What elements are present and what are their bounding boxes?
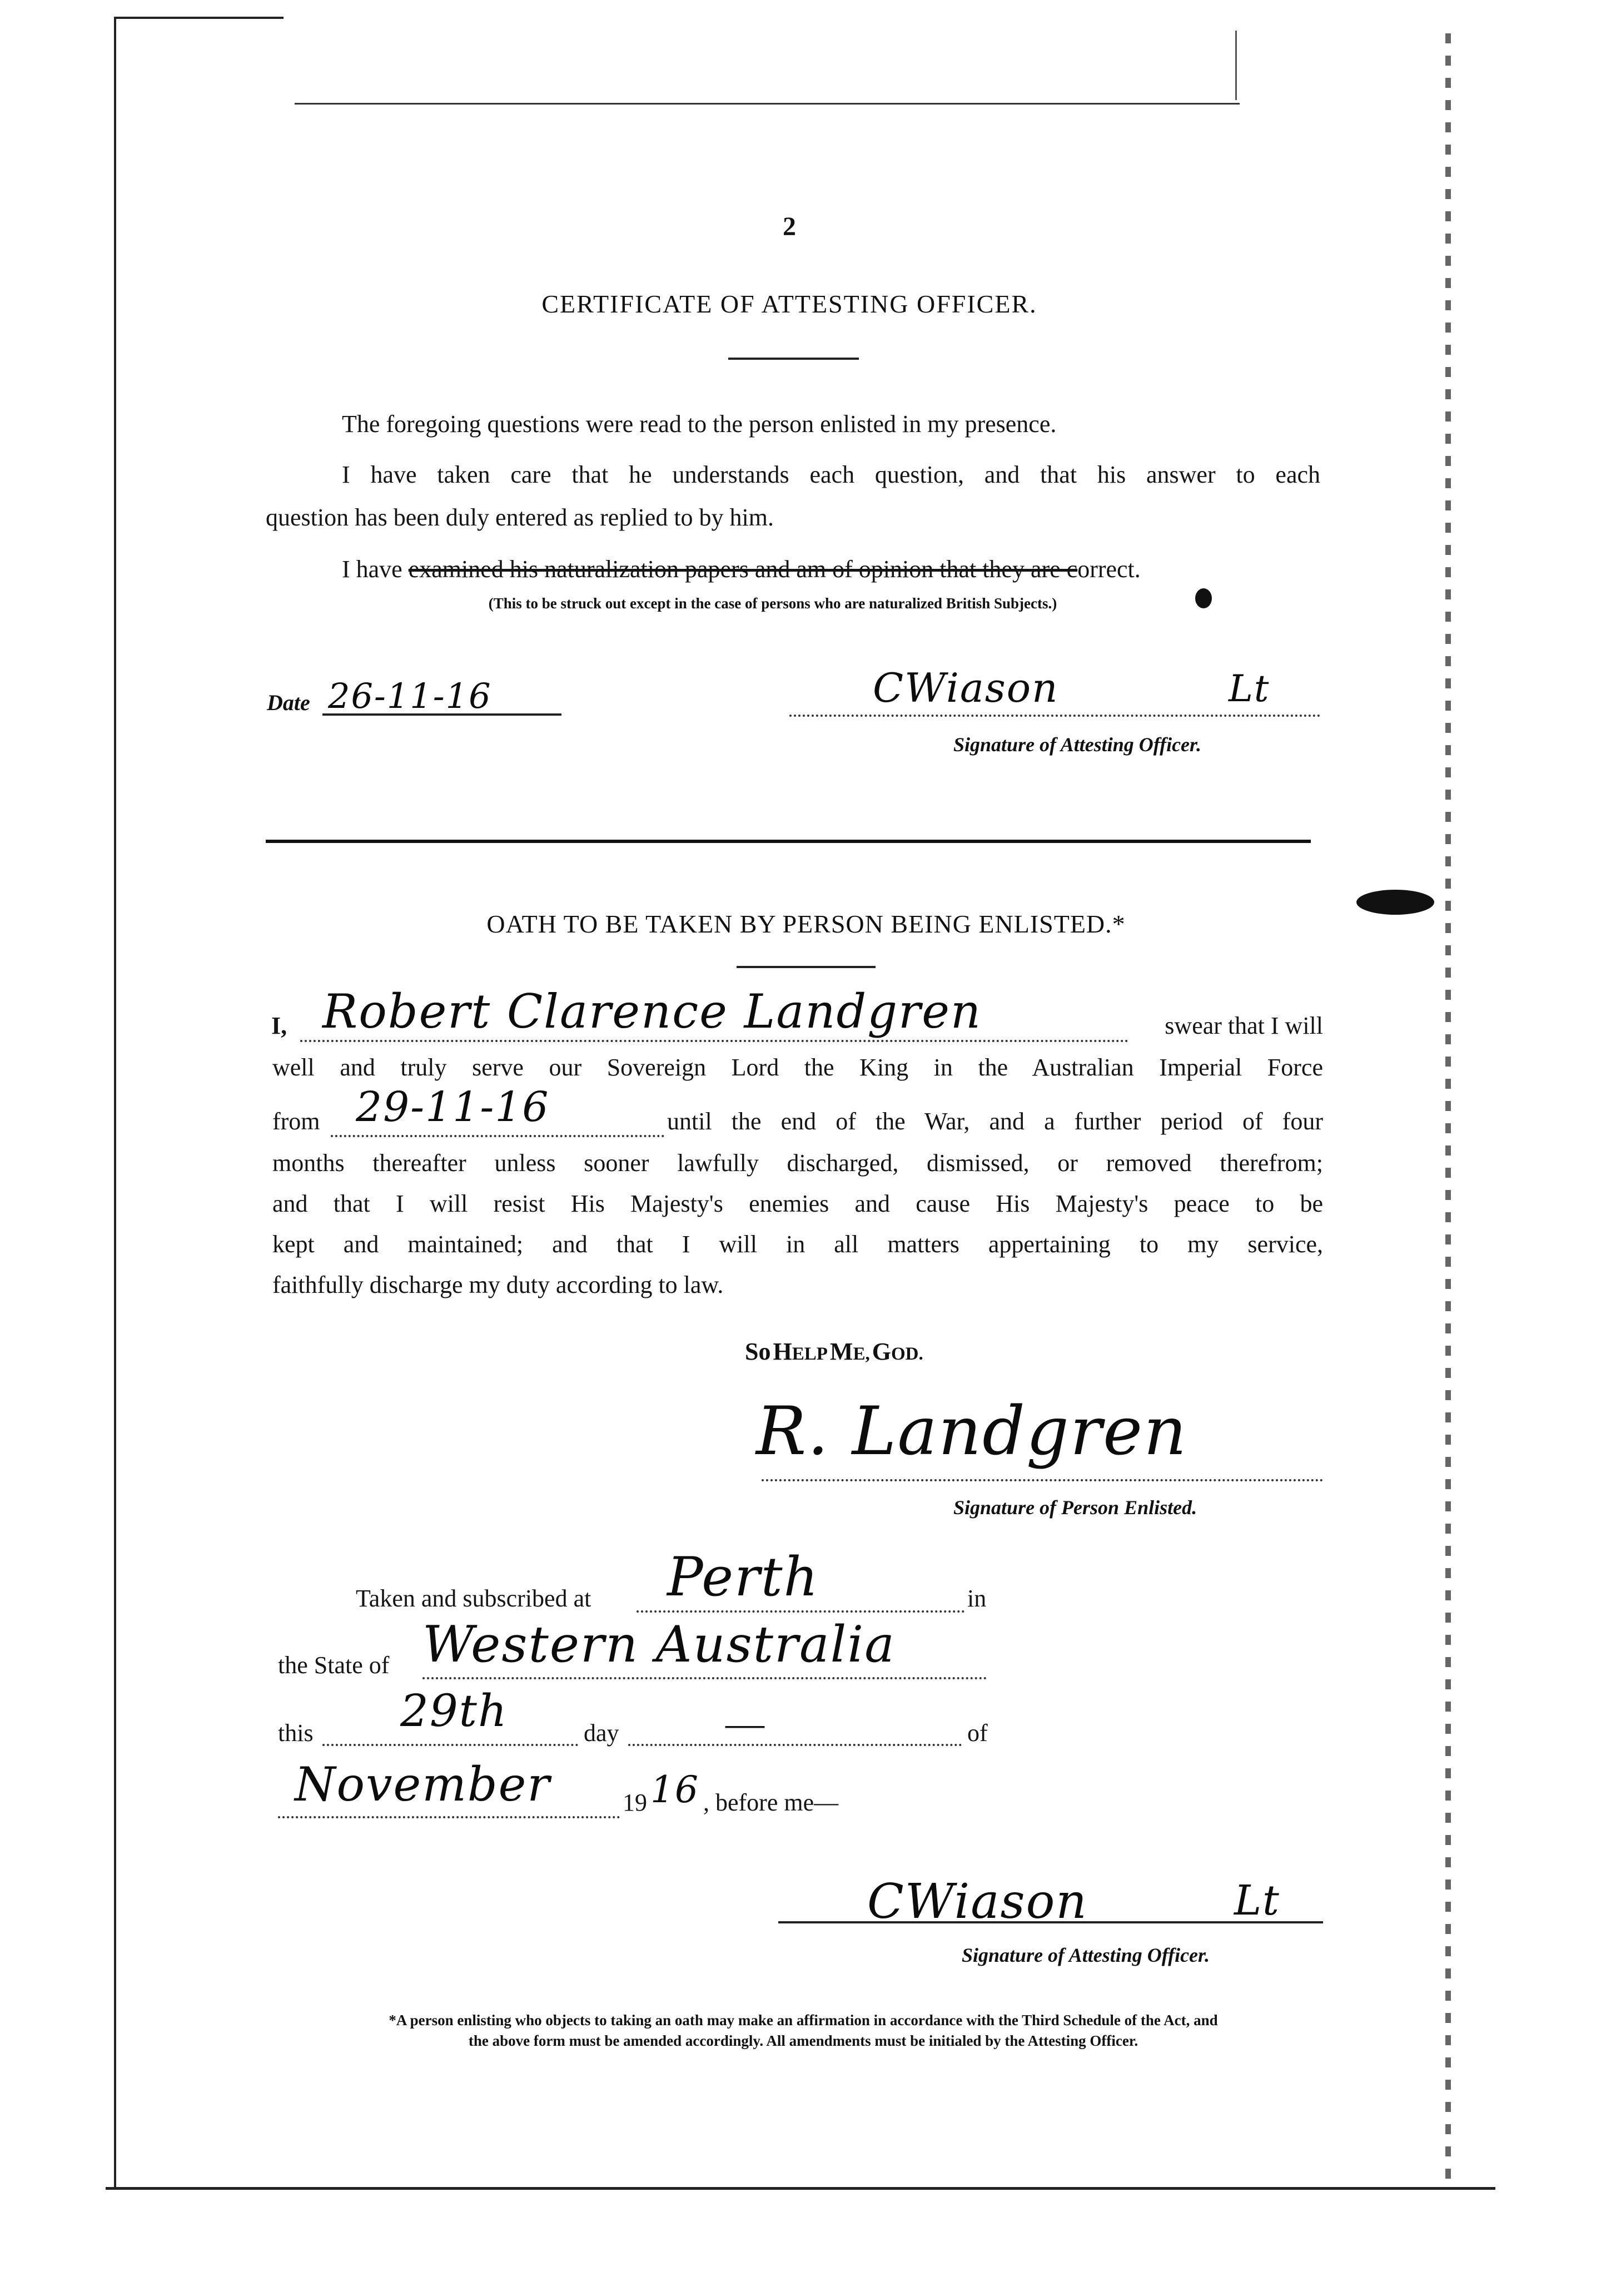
oath-heading-rule <box>737 966 876 968</box>
top-right-corner-line <box>1235 31 1237 100</box>
day-of-line <box>628 1713 962 1746</box>
oath-pronoun: I, <box>271 1012 287 1039</box>
footnote-line1: *A person enlisting who objects to taking an oath may make an affirmation in accordance with the Third Schedule of the Act, and <box>389 2012 1218 2029</box>
oath-line4: months thereafter unless sooner lawfully discharged, dismissed, or removed therefrom; <box>272 1149 1323 1177</box>
day-label: day <box>584 1719 619 1747</box>
place-value: Perth <box>667 1546 819 1608</box>
ink-blot <box>1356 890 1434 915</box>
officer-signature-caption: Signature of Attesting Officer. <box>953 733 1202 756</box>
oath-line5: and that I will resist His Majesty's enemies and cause His Majesty's peace to be <box>272 1190 1323 1217</box>
date-label: Date <box>267 690 310 715</box>
second-officer-signature: CWiason <box>867 1874 1088 1930</box>
day-value: 29th <box>400 1685 508 1737</box>
officer-signature: CWiason <box>873 664 1059 711</box>
left-page-border <box>114 17 116 2188</box>
of-label: of <box>967 1719 988 1747</box>
before-me: , before me— <box>703 1789 839 1816</box>
footnote-line2: the above form must be amended accordingly. All amendments must be initialed by the Attesting Officer. <box>468 2032 1138 2049</box>
in-label: in <box>967 1585 987 1612</box>
certificate-heading: CERTIFICATE OF ATTESTING OFFICER. <box>541 290 1037 318</box>
right-binding-edge <box>1445 33 1451 2191</box>
oath-line7: faithfully discharge my duty according to law. <box>272 1271 724 1298</box>
taken-label: Taken and subscribed at <box>356 1585 591 1612</box>
enlistee-signature: R. Landgren <box>756 1393 1188 1470</box>
strike-note: (This to be struck out except in the case of persons who are naturalized British Subjects.) <box>488 595 1057 612</box>
para3-end: orrect. <box>1077 556 1141 583</box>
certificate-para2-line1: I have taken care that he understands each question, and that his answer to each <box>342 461 1320 488</box>
state-label: the State of <box>278 1652 390 1679</box>
date-value: 26-11-16 <box>328 676 492 716</box>
certificate-para1: The foregoing questions were read to the person enlisted in my presence. <box>342 410 1057 438</box>
oath-line6: kept and maintained; and that I will in all matters appertaining to my service, <box>272 1231 1323 1258</box>
top-left-border <box>114 17 284 19</box>
day-dash: — <box>725 1702 764 1745</box>
so-help-me-god: So HELP ME, GOD. <box>745 1338 923 1365</box>
para3-lead: I have <box>342 556 409 583</box>
enlistee-signature-caption: Signature of Person Enlisted. <box>953 1496 1197 1519</box>
heading-rule <box>728 358 859 360</box>
year-value: 16 <box>650 1768 699 1811</box>
month-value: November <box>295 1757 551 1812</box>
oath-heading: OATH TO BE TAKEN BY PERSON BEING ENLISTED.* <box>486 910 1126 938</box>
certificate-para3 <box>342 549 1342 590</box>
second-officer-signature-caption: Signature of Attesting Officer. <box>962 1944 1210 1966</box>
from-date: 29-11-16 <box>356 1083 550 1131</box>
officer-rank: Lt <box>1229 667 1270 710</box>
para3-struck-text: examined his naturalization papers and am of opinion that they are c <box>408 556 1078 583</box>
section-divider <box>266 840 1311 843</box>
from-label: from <box>272 1108 320 1135</box>
ink-dot <box>1195 588 1212 608</box>
enlistee-name: Robert Clarence Landgren <box>322 984 982 1039</box>
certificate-para2-line2: question has been duly entered as replied to by him. <box>266 504 774 531</box>
state-value: Western Australia <box>422 1615 896 1674</box>
top-ruled-line <box>295 103 1240 105</box>
this-label: this <box>278 1719 314 1747</box>
second-officer-rank: Lt <box>1234 1877 1280 1925</box>
oath-line1-end: swear that I will <box>1165 1012 1323 1039</box>
oath-line3-end: until the end of the War, and a further period of four <box>667 1108 1323 1135</box>
bottom-page-border <box>106 2187 1495 2190</box>
page-number: 2 <box>783 212 796 241</box>
oath-line2: well and truly serve our Sovereign Lord the King in the Australian Imperial Force <box>272 1054 1323 1081</box>
year-prefix: 19 <box>623 1789 647 1816</box>
